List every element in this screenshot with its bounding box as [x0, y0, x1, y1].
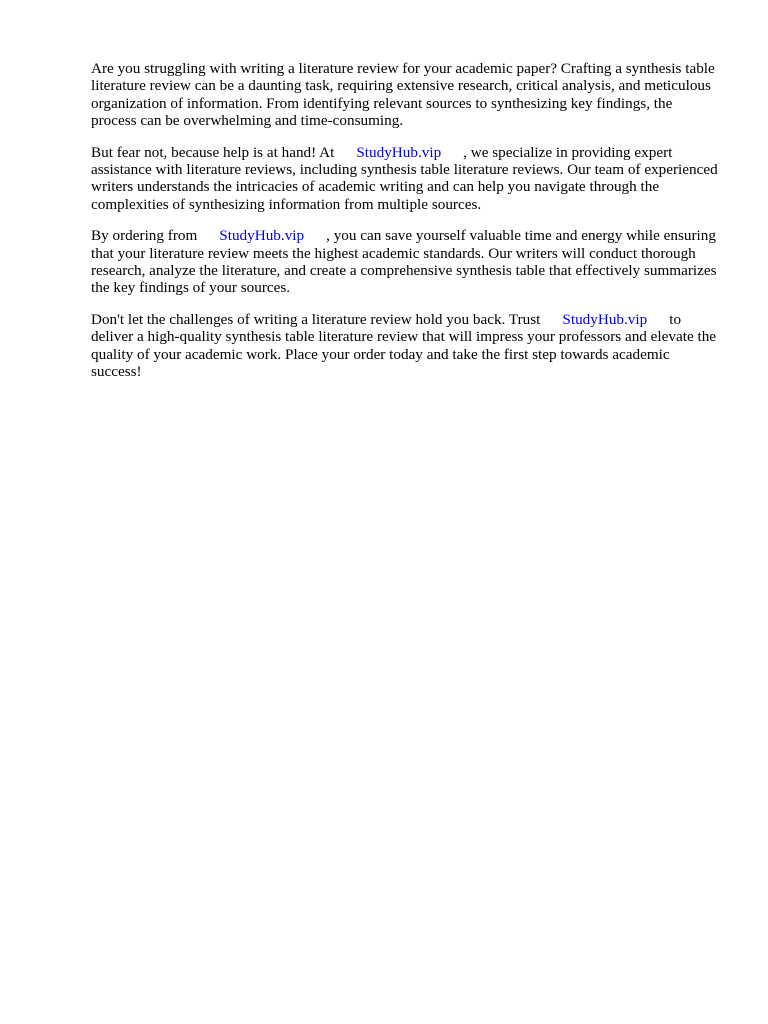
paragraph-help [91, 144, 721, 214]
studyhub-link[interactable]: StudyHub.vip [356, 143, 442, 161]
studyhub-link[interactable]: StudyHub.vip [219, 227, 305, 245]
paragraph-text-before: By ordering from [91, 227, 198, 245]
paragraph-ordering [91, 227, 721, 297]
paragraph-text-before: Don't let the challenges of writing a literature review hold you back. Trust [91, 310, 541, 328]
paragraph-text-after: to deliver a high-quality synthesis table literature review that will impress your professors and elevate the quality of your academic work. Place your order today and take the first step towards academic success! [91, 310, 717, 381]
paragraph-text-after: , we specialize in providing expert assistance with literature reviews, including synthesis table literature reviews. Our team of experienced writers understands the intricacies of academic writing and can help you navigate through the complexities of synthesizing information from multiple sources. [91, 143, 718, 213]
paragraph-intro [91, 60, 721, 130]
paragraph-text-after: , you can save yourself valuable time and energy while ensuring that your literature review meets the highest academic standards. Our writers will conduct thorough research, analyze the literature, and create a comprehensive synthesis table that effectively summarizes the key findings of your sources. [91, 227, 717, 297]
paragraph-text: Are you struggling with writing a literature review for your academic paper? Crafting a synthesis table literature review can be a daunting task, requiring extensive research, critical analysis, and meticulous organization of information. From identifying relevant sources to synthesizing key findings, the process can be overwhelming and time-consuming. [91, 60, 715, 130]
paragraph-text-before: But fear not, because help is at hand! At [91, 143, 335, 161]
paragraph-trust [91, 311, 721, 381]
studyhub-link[interactable]: StudyHub.vip [562, 310, 648, 328]
document-page [91, 60, 721, 395]
